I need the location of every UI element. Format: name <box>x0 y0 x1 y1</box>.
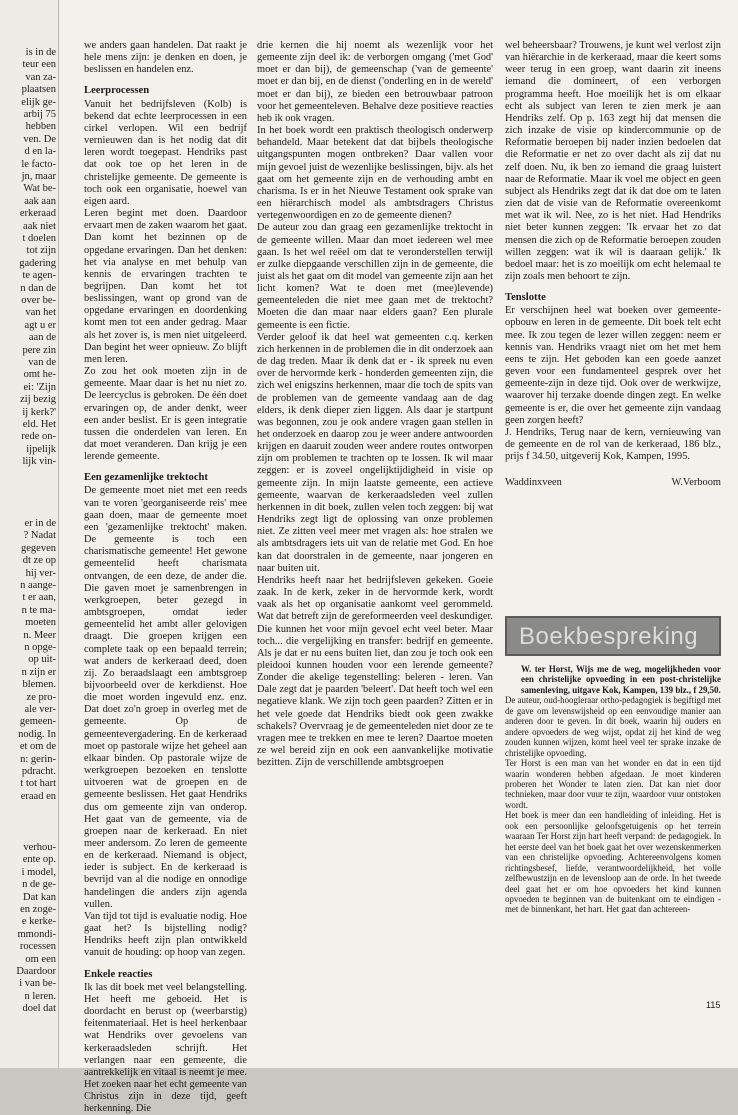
strip-line: lijk vin- <box>22 456 56 468</box>
review-paragraph: De auteur, oud-hoogleraar ortho-pedagogiek is begiftigd met de gave om levenswijsheid op een eenvoudige manier aan anderen door te geven. In dit boek, waarin hij ouders en andere opvoeders de weg wijst, opdat zij het kind de weg zouden kunnen wijzen, komt heel veel ter sprake inzake de christelijke opvoeding. <box>505 695 721 758</box>
strip-line: van za- <box>25 71 56 83</box>
strip-line: d en la- <box>24 146 56 158</box>
strip-line: rocessen <box>19 941 56 953</box>
paragraph: In het boek wordt een praktisch theologisch onderwerp behandeld. Maar betekent dat dat bijbels theologische uitgangspunten mogen ontbreken? Daar vallen voor mijn gevoel juist de wezenlijke beslissingen, bijv. als het gaat om het gemeente zijn en de verhouding ambt en charisma. Is er in het Nieuwe Testament ook sprake van een hiërarchisch model als ambtsdragers Christus vertegenwoordigen en zo de gemeente dienen? <box>257 125 493 222</box>
strip-line: i van be- <box>19 978 56 990</box>
signature-author: W.Verboom <box>671 477 721 489</box>
strip-line: te agen- <box>22 270 56 282</box>
strip-line: pere zin <box>22 344 56 356</box>
strip-line: hebben <box>25 121 56 133</box>
paragraph: we anders gaan handelen. Dat raakt je hele mens zijn: je denken en doen, je beslissen en handelen enz. <box>84 40 247 76</box>
strip-line: ven. De <box>23 133 56 145</box>
review-section-banner <box>505 616 721 656</box>
strip-line: n te ma- <box>21 604 56 616</box>
strip-line: over be- <box>21 295 56 306</box>
paragraph: De auteur zou dan graag een gezamenlijke trektocht in de gemeente willen. Maar dan moet iedereen wel mee gaan. Is het wel reëel om dat te veronderstellen terwijl er zulke diepgaande verschillen zijn in de gemeente, die juist als het gaat om dit model van gemeente zijn aan het licht komen? Wat te doen met (mee)levende) gemeenteleden die niet mee gaan met de trektocht? Moeten die dan maar naar elders gaan? Een plurale gemeente is een fictie. <box>257 222 493 331</box>
strip-line: n aange- <box>20 580 56 591</box>
review-body <box>505 695 721 915</box>
strip-line: ? Nadat <box>23 530 56 542</box>
strip-line: aak niet <box>23 220 56 232</box>
review-paragraph: Ter Horst is een man van het wonder en dat in een tijd waarin wonderen hebben afgedaan. Je moet kinderen proberen het Wonder te laten zien. Dat kan niet door technieken, maar door vuur te zijn, waardoor vuur ontstoken wordt. <box>505 758 721 810</box>
strip-line: teur een <box>22 59 56 71</box>
strip-line: n: gerin- <box>20 753 56 765</box>
column-2 <box>257 40 493 769</box>
strip-line: t doelen <box>22 233 56 244</box>
strip-line: t er aan, <box>22 592 56 604</box>
strip-line: zij bezig <box>20 394 56 406</box>
strip-line: Dat kan <box>23 891 56 903</box>
strip-line: er in de <box>24 518 56 529</box>
paragraph: De gemeente moet niet met een reeds van te voren 'georganiseerde reis' mee gaan doen, maar de gemeente moet een 'gezamenlijke trektocht' maken. De gemeente is toch een charismatische gemeente! Het gewone gemeentelid heeft charismata ontvangen, de een deze, de ander die. Die gaven moet je samenbrengen in werkgroepen, beter gezegd in ambtsgroepen, omdat ieder gemeentelid het ambt aller gelovigen draagt. Die groepen krijgen een complete taak op een bepaald terrein; wat anders de kerkeraad deed, doen zij. Zo beraadslaagt een ambtsgroep bijvoorbeeld over de kerkdienst. Hoe die moet worden ingevuld enz. enz. Dat doet zo'n groep in overleg met de gemeente. Op de gemeentevergadering. En de kerkeraad moet op pastorale wijze het geheel aan elkaar binden. Op pastorale wijze de werkgroepen bezoeken en tenslotte uitvoeren wat de groepen en de gemeente beslissen. Het gaat Hendriks dus om gemeente zijn van onderop. Het gaat van de gemeente, via de groepen naar de kerkeraad. En niet meer andersom. Zo leren de gemeente en de kerkeraad. Niemand is object, ieder is subject. En de kerkeraad is bevrijd van al die nodige en onnodige handelingen die anders zijn agenda vullen. <box>84 485 247 910</box>
strip-line: ei: 'Zijn <box>23 381 56 393</box>
strip-line: eraad en <box>20 790 56 802</box>
paragraph: Er verschijnen heel wat boeken over gemeente-opbouw en leren in de gemeente. Dit boek telt echt mee. Ik zou tegen de lezer willen zeggen: neem er kennis van. Hendriks vraagt niet om het met hem eens te zijn. Het geboden kan een goede aanzet geven voor een fundamenteel gesprek over het gemeente-zijn in deze tijd. Ook over de werkwijze, waarover hij terzake doende dingen zegt. En welke gemeente is er, die over het gemeente zijn vandaag geen zorgen heeft? <box>505 305 721 426</box>
page-number: 115 <box>706 1000 721 1010</box>
strip-line: van de <box>28 357 56 368</box>
section-heading: Tenslotte <box>505 292 546 304</box>
strip-line: ze pro- <box>26 691 56 703</box>
strip-line: moeten <box>25 617 56 629</box>
paragraph: drie kernen die hij noemt als wezenlijk voor het gemeente zijn deel ik: de verborgen omgang ('met God' moet er dan bij), de gemeenschap ('van de gemeente' moet er dan bij, en de dienst ('onderling en in de wereld' moet er dan bij), ze bieden een betrouwbaar patroon voor het gemeenteleven. Behalve deze positieve reacties heb ik ook vragen. <box>257 40 493 124</box>
paragraph: wel beheersbaar? Trouwens, je kunt wel verlost zijn van hiërarchie in de kerkeraad, maar die keert soms weer terug in een groep, want daarin zit ineens iemand die domineert, of een verborgen programma heeft. Hoe moeilijk het is om elkaar echt als subject van leren te zien merk je aan Hendriks zelf. Op p. 163 zegt hij dat mensen die zich inzake de visie op kindercommunie op de Reformatie beroepen bij nader inzien bedoelen dat die Reformatie er net zo over dacht als zij dat nu zelf doen. Nu, ik ben zo iemand die graag luistert naar de Reformatie. Maar ik voel me object en geen subject als Hendriks zegt dat ik dat doe om te laten zien dat de visie van de Reformatie overeenkomt met wat ik wil. Nee, zo is het niet. Had Hendriks niet beter kunnen zeggen: 'Ik ervaar het zo dat mensen die zich op de Reformatie beroepen zouden willen zeggen: wat ik wil is daaraan gelijk.' Ik bedoel maar: het is zo moeilijk om echt helemaal te zijn zoals men behoort te zijn. <box>505 40 721 282</box>
strip-line: e kerke- <box>21 916 56 928</box>
strip-line: aak aan <box>24 195 56 207</box>
strip-line: om een <box>25 953 56 965</box>
paragraph: Vanuit het bedrijfsleven (Kolb) is bekend dat echte leerprocessen in een cirkel verlopen. Wil een bedrijf vernieuwen dan is het nodig dat dit leren wordt toegepast. Hendriks past dat ook toe op het leren in de christelijke gemeente. De gemeente is toch ook een organisatie, hoewel van eigen aard. <box>84 98 247 207</box>
paragraph: Zo zou het ook moeten zijn in de gemeente. Maar daar is het nu niet zo. De leercyclus is gebroken. De één doet ervaringen op, de ander denkt, weer een ander beslist. Er is geen integratie tussen die onderdelen van leren. En dat moet veranderen. Dan krijg je een lerende gemeente. <box>84 366 247 463</box>
strip-line: arbij 75 <box>23 109 56 120</box>
strip-line: erkeraad <box>19 208 56 220</box>
paragraph: Leren begint met doen. Daardoor ervaart men de zaken waarom het gaat. Dan komt het bezinnen op de opgedane ervaringen. Dan het denken: het via analyse en met behulp van kennis de ervaringen trachten te begrijpen. Dan komt het tot beslissingen, want op grond van de opgedane ervaringen en doordenking komt men tot een ander gedrag. Maar als het zover is, is men niet uitgeleerd. Dan begint het weer opnieuw. Zo blijft men leren. <box>84 208 247 365</box>
paragraph: Verder geloof ik dat heel wat gemeenten c.q. kerken zich herkennen in de problemen die in dit onderzoek aan de dag treden. Maar ik denk dat er - ik spreek nu even over de hervormde kerk - honderden gemeenten zijn, die zich wel enigszins herkennen, maar die toch de spits van de problemen van de gemeente vandaag aan de dag elders, ik denk dieper zien liggen. Als daar je startpunt was begonnen, zou je ook andere vragen gaan stellen in het onderzoek en daarop zou je weer andere antwoorden krijgen en daaruit zouden weer andere routes ontworpen zijn om problemen te trachten op te lossen. Ik wil maar zeggen: er is zoveel ongelijktijdigheid in visie op gemeente zijn. In mijn laatste gemeente, een actieve gemeente, waarvan de kerkeraadsleden veel zullen herkennen in dit boek, zullen velen toch zeggen: bij wat Hendriks zegt ligt de oplossing van onze problemen niet. Ze zitten veel meer met vragen als: hoe stralen we als ambtsdragers iets uit van de relatie met God. En hoe kan dat doorstralen in de gemeente, naar jongeren en naar buiten uit. <box>257 331 493 574</box>
strip-line: n. Meer <box>23 629 56 641</box>
strip-line: elijk ge- <box>21 96 56 108</box>
strip-line: is in de <box>25 47 56 58</box>
strip-line: ij kerk?' <box>22 406 56 418</box>
section-heading: Een gezamenlijke trektocht <box>84 472 208 484</box>
signature-place: Waddinxveen <box>505 477 562 489</box>
column-3 <box>505 40 721 489</box>
section-heading: Enkele reacties <box>84 968 153 980</box>
strip-line: dt ze op <box>22 555 56 567</box>
strip-line: ale ver- <box>24 704 56 715</box>
strip-line: omt he- <box>23 369 56 381</box>
strip-line: agt u er <box>24 319 56 331</box>
strip-line: mmondi- <box>17 928 56 940</box>
strip-line: tot zijn <box>26 245 56 257</box>
review-section-title: Boekbespreking <box>519 623 699 650</box>
strip-line: gadering <box>19 257 56 269</box>
strip-line: gegeven <box>21 542 56 554</box>
strip-line: Wat be- <box>23 183 56 195</box>
book-review <box>505 664 721 915</box>
strip-line: n de ge- <box>22 879 56 891</box>
strip-line: i model, <box>21 866 56 878</box>
strip-line: blemen. <box>22 679 56 691</box>
strip-line: doel dat <box>22 1003 56 1015</box>
strip-line: op uit- <box>28 654 56 666</box>
signature <box>505 477 721 489</box>
strip-line: rede on- <box>21 431 56 443</box>
strip-line: et om de <box>19 741 56 753</box>
strip-line: n zijn er <box>21 666 56 678</box>
strip-line: t tot hart <box>20 778 56 790</box>
strip-line: verhou- <box>23 842 56 853</box>
paragraph: J. Hendriks, Terug naar de kern, vernieuwing van de gemeente en de rol van de kerkeraad, 186 blz., prijs f 34.50, uitgeverij Kok, Kampen, 1995. <box>505 426 721 463</box>
paragraph: Van tijd tot tijd is evaluatie nodig. Hoe gaat het? Is bijstelling nodig? Hendriks heeft zijn plan ontwikkeld vanuit de houding: op hoop van zegen. <box>84 910 247 959</box>
strip-line: gemeen- <box>19 716 56 728</box>
strip-line: n dan de <box>20 282 56 294</box>
strip-line: jn, maar <box>21 171 56 182</box>
strip-line: en zoge- <box>20 904 56 915</box>
paragraph: Ik las dit boek met veel belangstelling. Het heeft me geboeid. Het is doordacht en berust op (weerbarstig) feitenmateriaal. Het is heel herkenbaar wat Hendriks over gevoelens van kerkeraadsleden schrijft. Het verlangen naar een gemeente, die aantrekkelijk en vitaal is neemt je mee. Het zoeken naar het echt gemeente van Christus zijn in deze tijd, geeft herkenning. Die <box>84 981 247 1115</box>
strip-line: aan de <box>28 332 56 344</box>
strip-line: le facto- <box>21 158 56 170</box>
previous-page-strip <box>0 0 59 1068</box>
strip-line: van het <box>25 307 56 319</box>
review-paragraph: Het boek is meer dan een handleiding of inleiding. Het is ook een persoonlijke geloofsgetuigenis op het terrein waaraan Ter Horst zijn hart heeft verpand: de pedagogiek. In het eerste deel van het boek gaat het over wezenskenmerken van een christelijke opvoeding. Achtereenvolgens komen richtingsbesef, liefde, verantwoordelijkheid, het volle zelfbewustzijn en de levensloop aan de orde. In het tweede deel gaat het er om hoe opvoeders het kind kunnen opvoeden te beginnen van de buitenkant om te eindigen - met de binnenkant, het hart. Het gaat dan achtereen- <box>505 810 721 915</box>
column-1 <box>84 40 247 1115</box>
strip-line: pdracht. <box>21 766 56 777</box>
strip-line: ente op. <box>22 854 56 866</box>
strip-line: Daardoor <box>16 966 56 977</box>
strip-line: eld. Het <box>22 419 56 430</box>
strip-line: hij ver- <box>25 567 56 579</box>
paragraph: Hendriks heeft naar het bedrijfsleven gekeken. Goeie zaak. In de kerk, zeker in de hervormde kerk, wordt vaak als het op organisatie aankomt veel gerommeld. Wat dat betreft zijn de gereformeerden veel deskundiger. Die kunnen het voor mijn gevoel echt veel beter. Maar toch... die vergelijking en transfer: bedrijf en gemeente. Als je dat er nu eens buiten liet, dan zou je toch ook een pleidooi kunnen houden voor een lerende gemeente? Zonder die akelige tegenstelling: beleren - leren. Van Dale zegt dat je paarden 'beleert'. Dat heeft toch wel een negatieve klank. We zijn toch geen paarden? Zitten er in het vele goede dat Hendriks biedt ook geen zwakke schakels? Overvraag je de gemeenteleden niet door ze te vragen mee te trekken en mee te leren? Daartoe moeten ze wel bereid zijn en ook een aanvankelijke motivatie bezitten. Zijn de verschillende ambtsgroepen <box>257 574 493 769</box>
strip-line: nodig. In <box>18 728 56 740</box>
strip-line: n leren. <box>24 990 56 1002</box>
review-heading: W. ter Horst, Wijs me de weg, mogelijkheden voor een christelijke opvoeding in een post-christelijke samenleving, uitgave Kok, Kampen, 139 blz., f 29,50. <box>521 664 721 695</box>
strip-line: n opge- <box>24 642 56 653</box>
section-heading: Leerprocessen <box>84 85 150 97</box>
strip-line: ijpelijk <box>26 443 56 455</box>
strip-line: plaatsen <box>21 84 56 96</box>
